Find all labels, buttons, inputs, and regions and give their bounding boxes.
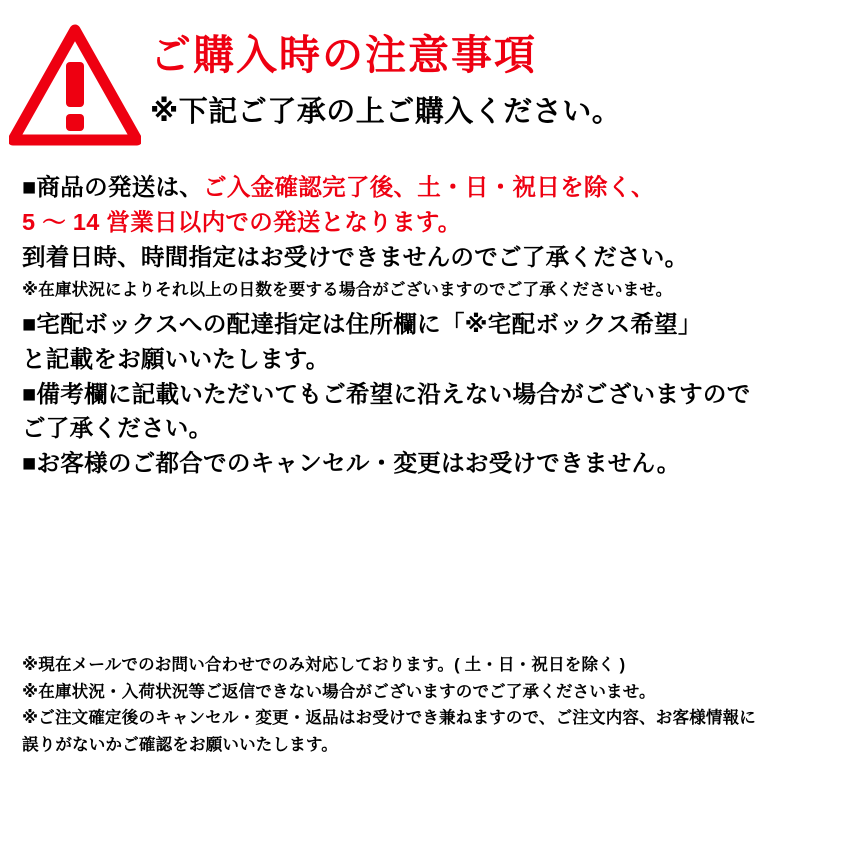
warning-triangle-exclamation-icon [9, 24, 141, 146]
stock-note: ※在庫状況によりそれ以上の日数を要する場合がございますのでご了承くださいませ。 [22, 281, 673, 300]
warning-icon-container [0, 18, 150, 146]
cancel-policy-line: ■お客様のご都合でのキャンセル・変更はお受けできません。 [22, 450, 681, 477]
delivery-box-line-1: ■宅配ボックスへの配達指定は住所欄に「※宅配ボックス希望」 [22, 311, 702, 338]
shipping-line-1 [22, 170, 831, 205]
footer-note-3: ※ご注文確定後のキャンセル・変更・返品はお受けでき兼ねますので、ご注文内容、お客様情報に [22, 709, 757, 728]
remarks-line-2: ご了承ください。 [22, 415, 213, 442]
header-text-group [150, 18, 621, 130]
notice-body [0, 146, 851, 481]
footer-note-4: 誤りがないかご確認をお願いいたします。 [22, 736, 338, 755]
shipping-line-2: 5 ～ 14 営業日以内での発送となります。 [22, 208, 462, 235]
delivery-box-line-2: と記載をお願いいたします。 [22, 345, 330, 372]
remarks-line-1: ■備考欄に記載いただいてもご希望に沿えない場合がございますので [22, 380, 751, 407]
delivery-time-line: 到着日時、時間指定はお受けできませんのでご了承ください。 [22, 243, 689, 270]
footer-note-2: ※在庫状況・入荷状況等ご返信できない場合がございますのでご了承くださいませ。 [22, 682, 656, 701]
footer-notes [22, 652, 831, 759]
footer-note-1: ※現在メールでのお問い合わせでのみ対応しております。( 土・日・祝日を除く ) [22, 656, 626, 674]
shipping-line-1-highlight: ご入金確認完了後、土・日・祝日を除く、 [203, 174, 655, 200]
page-subtitle: ※下記ご了承の上ご購入ください。 [150, 96, 622, 129]
shipping-line-1-prefix: ■商品の発送は、 [22, 174, 204, 200]
notice-header [0, 0, 851, 146]
page-title: ご購入時の注意事項 [150, 32, 537, 78]
